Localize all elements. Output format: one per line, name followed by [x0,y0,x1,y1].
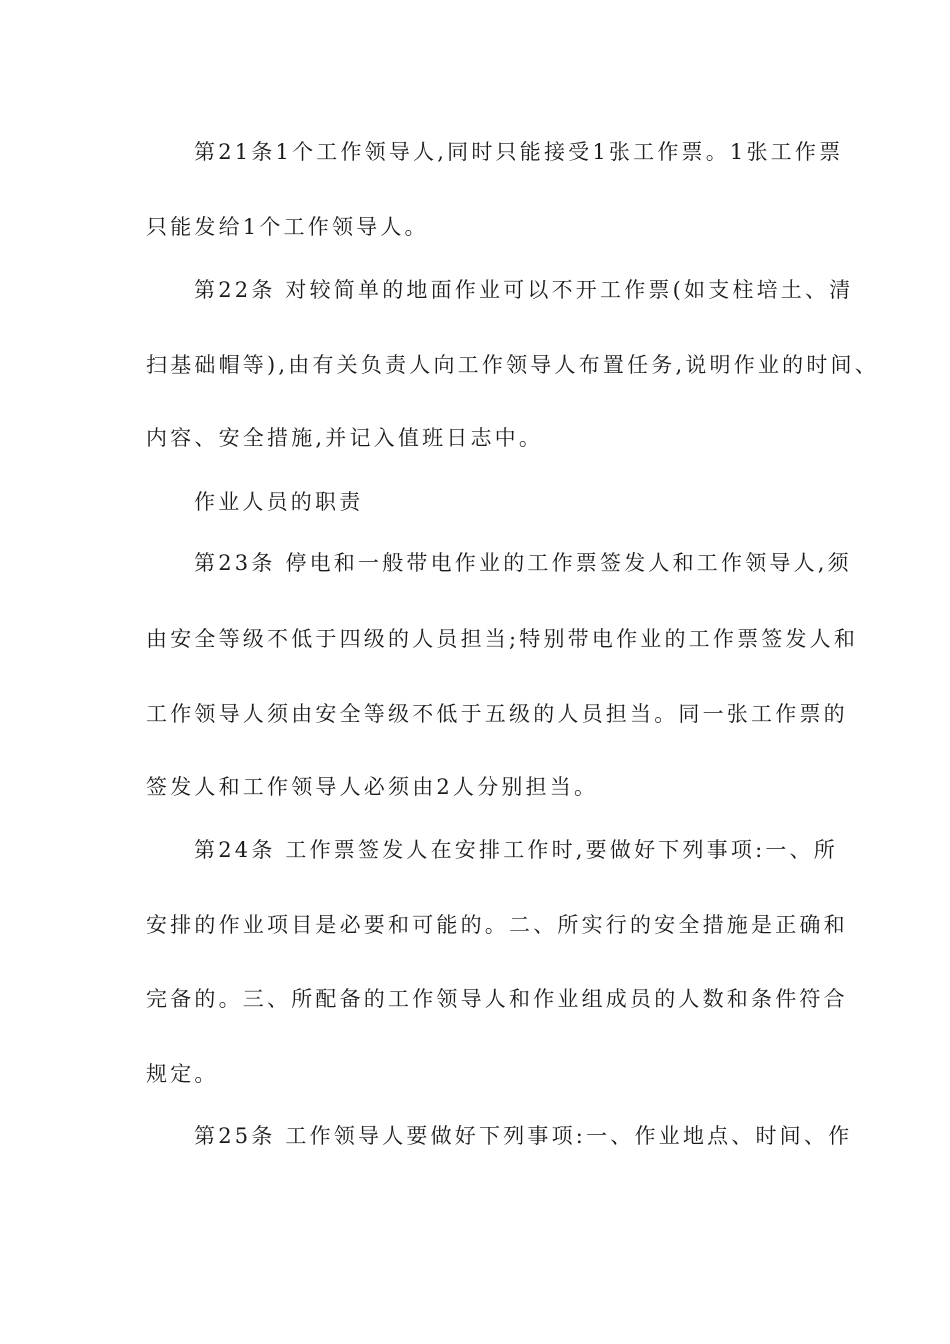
article-24-line-1: 第24条 工作票签发人在安排工作时,要做好下列事项:一、所 [194,838,838,862]
section-heading: 作业人员的职责 [194,490,364,514]
article-22-line-2: 扫基础帽等),由有关负责人向工作领导人布置任务,说明作业的时间、 [146,353,879,377]
article-23-line-1: 第23条 停电和一般带电作业的工作票签发人和工作领导人,须 [194,551,852,575]
article-21-line-1: 第21条1个工作领导人,同时只能接受1张工作票。1张工作票 [194,140,844,164]
article-25-line-1: 第25条 工作领导人要做好下列事项:一、作业地点、时间、作 [194,1124,853,1148]
article-21-line-2: 只能发给1个工作领导人。 [146,215,429,239]
article-23-line-3: 工作领导人须由安全等级不低于五级的人员担当。同一张工作票的 [146,702,848,726]
article-24-line-2: 安排的作业项目是必要和可能的。二、所实行的安全措施是正确和 [146,913,848,937]
article-22-line-3: 内容、安全措施,并记入值班日志中。 [146,426,544,450]
article-23-line-4: 签发人和工作领导人必须由2人分别担当。 [146,775,599,799]
article-24-line-4: 规定。 [146,1062,219,1086]
article-22-line-1: 第22条 对较简单的地面作业可以不开工作票(如支柱培土、清 [194,278,854,302]
article-23-line-2: 由安全等级不低于四级的人员担当;特别带电作业的工作票签发人和 [146,627,859,651]
article-24-line-3: 完备的。三、所配备的工作领导人和作业组成员的人数和条件符合 [146,987,848,1011]
